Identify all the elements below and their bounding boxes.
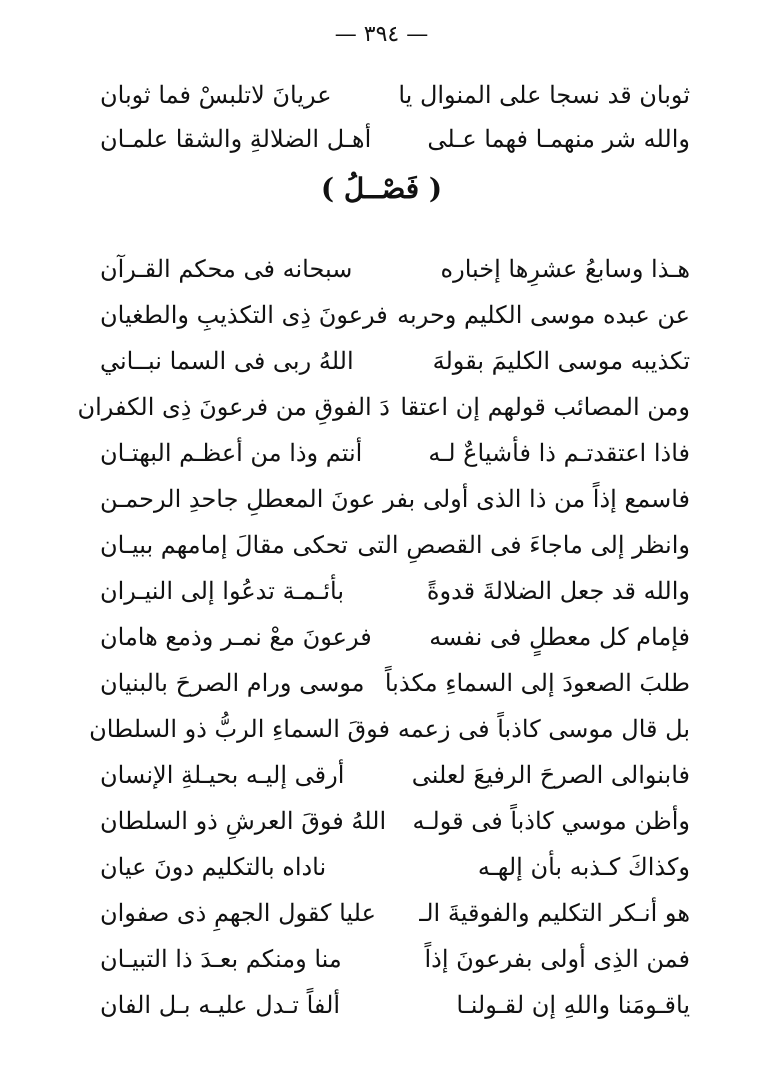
verse-line <box>100 612 690 662</box>
verse-line <box>77 382 690 432</box>
verse-first-hemistich: ثوبان قد نسجا على المنوال يا <box>398 81 690 109</box>
verse-line <box>100 474 690 524</box>
verse-line <box>100 70 690 120</box>
verse-second-hemistich: عونَ المعطلِ جاحدِ الرحمـن <box>100 485 376 513</box>
verse-first-hemistich: وانظر إلى ماجاءَ فى القصصِ التى <box>357 531 690 559</box>
verse-line <box>100 336 690 386</box>
verse-line <box>100 566 690 616</box>
verse-second-hemistich: عريانَ لاتلبسْ فما ثوبان <box>100 81 332 109</box>
verse-first-hemistich: ياقـومَنا واللهِ إن لقـولنـا <box>456 991 690 1019</box>
verse-first-hemistich: ومن المصائب قولهم إن اعتقا <box>400 393 690 421</box>
verse-first-hemistich: هـذا وسابعُ عشرِها إخباره <box>440 255 690 283</box>
verse-first-hemistich: عن عبده موسى الكليم وحربه <box>397 301 690 329</box>
verse-line <box>100 842 690 892</box>
verse-second-hemistich: تحكى مقالَ إمامهم ببيـان <box>100 531 348 559</box>
verse-second-hemistich: سبحانه فى محكم القـرآن <box>100 255 353 283</box>
verse-second-hemistich: اللهُ فوقَ العرشِ ذو السلطان <box>100 807 387 835</box>
verse-line <box>100 934 690 984</box>
verse-line <box>100 290 690 340</box>
verse-second-hemistich: موسى ورام الصرحَ بالبنيان <box>100 669 365 697</box>
verse-line <box>100 244 690 294</box>
section-heading: ( فَصْــلُ ) <box>320 172 443 205</box>
verse-line <box>100 114 690 164</box>
verse-first-hemistich: والله شر منهمـا فهما عـلى <box>427 125 690 153</box>
verse-first-hemistich: فابنوالى الصرحَ الرفيعَ لعلنى <box>411 761 690 789</box>
verse-line <box>100 428 690 478</box>
verse-line <box>100 658 690 708</box>
verse-second-hemistich: ناداه بالتكليم دونَ عيان <box>100 853 327 881</box>
verse-line <box>100 888 690 938</box>
verse-second-hemistich: بأئـمـة تدعُوا إلى النيـران <box>100 577 345 605</box>
verse-second-hemistich: أنتم وذا من أعظـم البهتـان <box>100 439 363 467</box>
verse-second-hemistich: فرعونَ معْ نمـر وذمع هامان <box>100 623 372 651</box>
verse-second-hemistich: فوقَ السماءِ الربُّ ذو السلطان <box>89 715 390 743</box>
verse-line <box>89 704 690 754</box>
verse-second-hemistich: أهـل الضلالةِ والشقا علمـان <box>100 125 372 153</box>
verse-first-hemistich: وكذاكَ كـذبه بأن إلهـه <box>477 853 690 881</box>
verse-first-hemistich: فاسمع إذاً من ذا الذى أولى بفر <box>383 485 690 513</box>
verse-line <box>100 796 690 846</box>
verse-line <box>100 520 690 570</box>
verse-line <box>100 980 690 1030</box>
verse-second-hemistich: ألفاً تـدل عليـه بـل الفان <box>100 991 341 1019</box>
verse-second-hemistich: فرعونَ ذِى التكذيبِ والطغيان <box>100 301 388 329</box>
verse-first-hemistich: وأظن موسي كاذباً فى قولـه <box>412 807 690 835</box>
verse-second-hemistich: منا ومنكم بعـدَ ذا التبيـان <box>100 945 342 973</box>
verse-first-hemistich: تكذيبه موسى الكليمَ بقولهَ <box>432 347 690 375</box>
verse-second-hemistich: أرقى إليـه بحيـلةِ الإنسان <box>100 761 345 789</box>
verse-second-hemistich: اللهُ ربى فى السما نبــاني <box>100 347 354 375</box>
verse-second-hemistich: دَ الفوقِ من فرعونَ ذِى الكفران <box>77 393 390 421</box>
verse-first-hemistich: فاذا اعتقدتـم ذا فأشياعٌ لـه <box>428 439 690 467</box>
verse-line <box>100 750 690 800</box>
verse-first-hemistich: فمن الذِى أولى بفرعونَ إذاً <box>424 945 690 973</box>
verse-first-hemistich: طلبَ الصعودَ إلى السماءِ مكذباً <box>384 669 690 697</box>
verse-first-hemistich: هو أنـكر التكليم والفوقيةَ الـ <box>419 899 690 927</box>
verse-second-hemistich: عليا كقول الجهمِ ذى صفوان <box>100 899 376 927</box>
verse-first-hemistich: بل قال موسى كاذباً فى زعمه <box>397 715 690 743</box>
verse-first-hemistich: والله قد جعل الضلالةَ قدوةً <box>426 577 690 605</box>
page-number: — ٣٩٤ — <box>334 22 429 47</box>
verse-first-hemistich: فإمام كل معطلٍ فى نفسه <box>429 623 690 651</box>
